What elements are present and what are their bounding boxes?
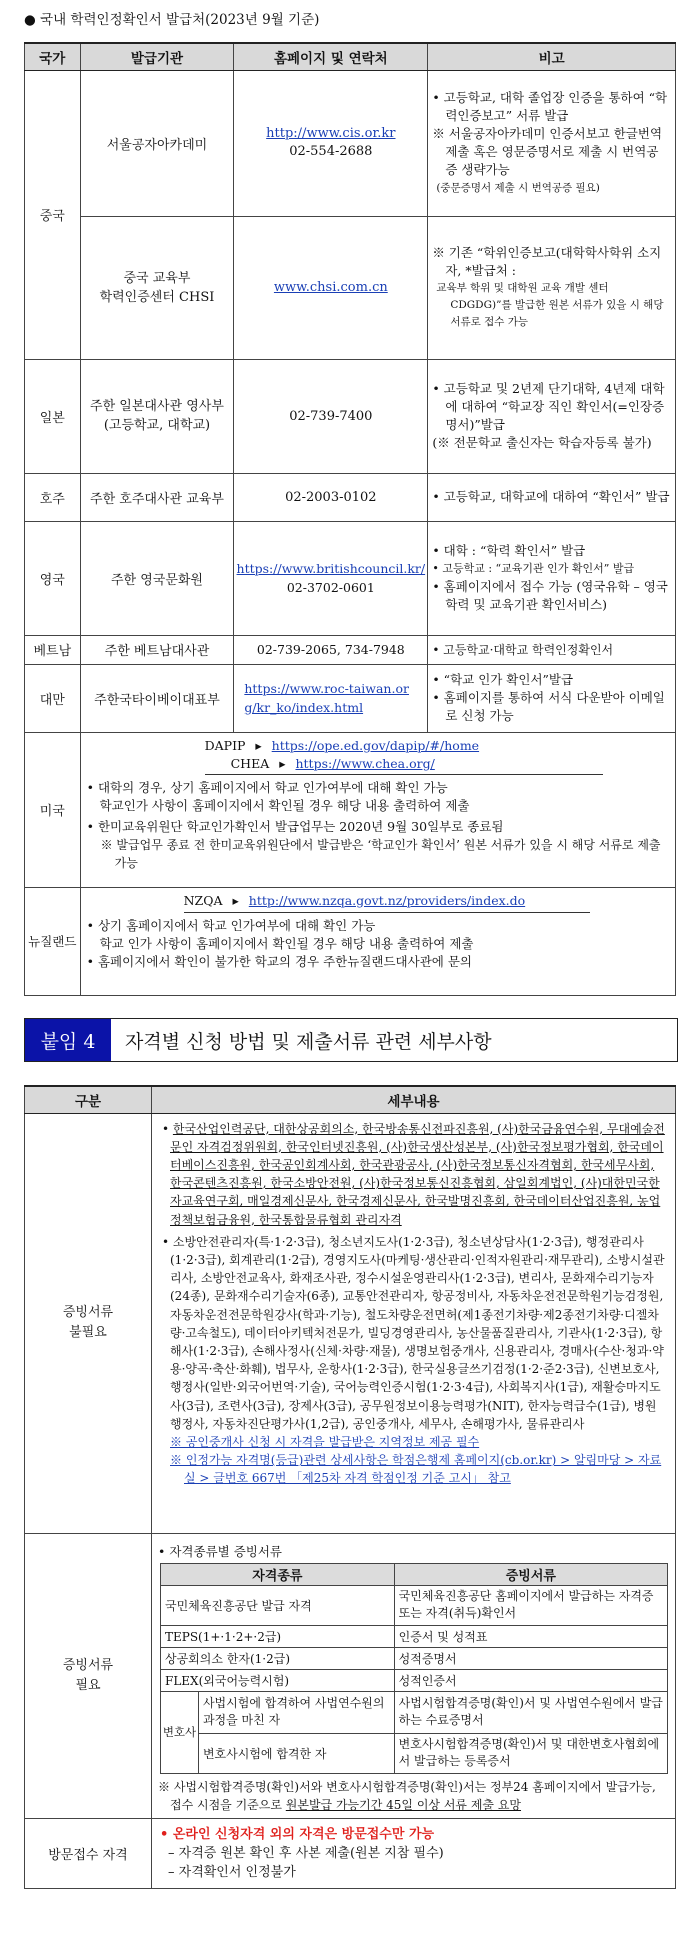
dapip-line — [205, 737, 603, 755]
note-line: • 홈페이지를 통하여 서식 다운받아 이메일로 신청 가능 — [432, 690, 665, 723]
header-contact: 홈페이지 및 연락처 — [234, 43, 428, 70]
org-japan-line1: 주한 일본대사관 영사부 — [90, 399, 224, 414]
header-country: 국가 — [25, 43, 81, 70]
nz-line: • 상기 홈페이지에서 학교 인가여부에 대해 확인 가능 — [86, 917, 376, 933]
attachment-header — [24, 1018, 678, 1062]
subtable-row — [161, 1625, 668, 1647]
attachment-badge: 붙임 4 — [25, 1019, 111, 1061]
sub-doc: 성적인증서 — [394, 1669, 667, 1691]
sub-header-type: 자격종류 — [161, 1563, 395, 1585]
subtable-row — [161, 1647, 668, 1669]
note-reference — [160, 1451, 667, 1487]
header-remarks: 비고 — [428, 43, 676, 70]
nz-line: • 홈페이지에서 확인이 불가한 학교의 경우 주한뉴질랜드대사관에 문의 — [86, 953, 472, 969]
proof-intro: • 자격종류별 증빙서류 — [158, 1543, 282, 1559]
sub-type: 상공회의소 한자(1·2급) — [161, 1647, 395, 1669]
nzqa-label: NZQA — [183, 892, 223, 908]
contact-confucius — [234, 70, 428, 216]
chea-line — [205, 755, 603, 773]
org-confucius: 서울공자아카데미 — [80, 70, 234, 216]
label-no-proof — [25, 1113, 152, 1533]
link-nzqa[interactable]: http://www.nzqa.govt.nz/providers/index.do — [248, 892, 526, 908]
header-issuer: 발급기관 — [80, 43, 234, 70]
remarks-confucius — [428, 70, 676, 216]
visit-line: • 온라인 신청자격 외의 자격은 방문접수만 가능 — [160, 1826, 435, 1842]
subtable-row — [161, 1733, 668, 1773]
proof-note-b: 원본발급 가능기간 45일 이상 서류 제출 요망 — [285, 1797, 522, 1812]
org-list-text: 한국산업인력공단, 대한상공회의소, 한국방송통신전파진흥원, (사)한국금융연수원, 무대예술전문인 자격검정위원회, 한국인터넷진흥원, (사)한국생산성본부, (사)한국정보평가협회, 한국데이터베이스진흥원, 한국공인회계사회, 한국관광공사, (사)한국정보통신자격협회, 한국세무사회, 한국콘텐츠진흥원, 한국소방안전원, (사)한국정보통신진흥협회, 삼일회계법인, (사)대한민국한자교육연구회, 매일경제신문사, 한국경제신문사, 한국발명진흥회, 한국데이터산업진흥원, 농업정책보험금융원, 한국통합물류협회 관리자격 — [170, 1121, 665, 1227]
org-japan — [80, 359, 234, 473]
proof-note-a: ※ 사법시험합격증명(확인)서와 변호사시험합격증명(확인)서는 정부24 홈페이지에서 발급가능, 접수 시점을 기준으로 — [158, 1779, 656, 1812]
sub-type: 변호사시험에 합격한 자 — [198, 1733, 394, 1773]
remarks-australia — [428, 473, 676, 521]
sub-doc: 국민체육진흥공단 홈페이지에서 발급하는 자격증 또는 자격(취득)확인서 — [394, 1585, 667, 1625]
note-line: • “학교 인가 확인서”발급 — [432, 672, 574, 687]
link-dapip[interactable]: https://ope.ed.gov/dapip/#/home — [271, 737, 480, 753]
country-uk: 영국 — [25, 521, 81, 635]
section1-title: ● 국내 학력인정확인서 발급처(2023년 9월 기준) — [24, 12, 320, 28]
note-line: (※ 전문학교 출신자는 학습자등록 불가) — [432, 435, 652, 450]
sub-doc: 사법시험합격증명(확인)서 및 사법연수원에서 발급하는 수료증명서 — [394, 1691, 667, 1733]
org-taiwan: 주한국타이베이대표부 — [80, 664, 234, 732]
tel-australia: 02-2003-0102 — [234, 473, 428, 521]
table-row-vietnam — [25, 635, 676, 664]
arrow-icon: ▸ — [279, 755, 286, 771]
country-vietnam: 베트남 — [25, 635, 81, 664]
table-row-proof — [25, 1533, 676, 1818]
nz-line: 학교 인가 사항이 홈페이지에서 확인될 경우 해당 내용 출력하여 제출 — [99, 935, 474, 951]
contact-uk — [234, 521, 428, 635]
visit-details — [152, 1818, 676, 1888]
link-british-council[interactable]: https://www.britishcouncil.kr/ — [236, 561, 426, 576]
tel-vietnam: 02-739-2065, 734-7948 — [234, 635, 428, 664]
contact-taiwan — [234, 664, 428, 732]
usa-line: ※ 발급업무 종료 전 한미교육위원단에서 발급받은 ‘학교인가 확인서’ 원본 서류가 있을 시 해당 서류로 제출 가능 — [100, 837, 661, 870]
usa-details — [80, 732, 675, 887]
country-taiwan: 대만 — [25, 664, 81, 732]
label-line: 필요 — [75, 1677, 101, 1693]
qual-list: • 소방안전관리자(특·1·2·3급), 청소년지도사(1·2·3급), 청소년상담사(1·2·3급), 행정관리사(1·2·3급), 회계관리(1·2급), 경영지도사(마케팅·생산관리·인적자원관리·재무관리), 소방시설관리사, 소방안전교육사, 화재조사관, 정수시설운영관리사(1·2·3급), 변리사, 문화재수리기능자(24종), 문화재수리기술자(6종), 교통안전관리자, 항공정비사, 자동차운전전문학원기능검정원, 자동차운전전문학원강사(학과·기능), 철도차량운전면허(제1종전기차량·제2종전기차량·디젤차량·고속철도), 데이터아키텍처전문가, 빌딩경영관리사, 농산물품질관리사, 기관사(1·2·3급), 항해사(1·2·3급), 손해사정사(신체·차량·재물), 생명보험중개사, 신용관리사, 경매사(수산·청과·약용·양곡·축산·화훼), 법무사, 운항사(1·2·3급), 한국실용글쓰기검정(1·2·준2·3급), 신변보호사, 행정사(일반·외국어번역·기술), 국어능력인증시험(1·2·3·4급), 사회복지사(1급), 재활승마지도사(3급), 조련사(3급), 장제사(3급), 공무원정보이용능력평가(NIT), 한자능력급수(1급), 병원행정사, 자동차진단평가사(1,2급), 공인중개사, 세무사, 손해평가사, 물류관리사 — [162, 1234, 665, 1431]
link-chsi[interactable]: www.chsi.com.cn — [273, 280, 388, 295]
sub-doc: 인증서 및 성적표 — [394, 1625, 667, 1647]
remarks-uk — [428, 521, 676, 635]
usa-line: • 한미교육위원단 학교인가확인서 발급업무는 2020년 9월 30일부로 종료됨 — [86, 818, 504, 834]
arrow-icon: ▸ — [232, 892, 239, 908]
sub-type: TEPS(1+·1·2+·2급) — [161, 1625, 395, 1647]
table-row-china-1 — [25, 70, 676, 216]
usa-links-box — [205, 737, 603, 775]
sub-doc: 변호사시험합격증명(확인)서 및 대한변호사협회에서 발급하는 등록증서 — [394, 1733, 667, 1773]
note-line: • 고등학교, 대학교에 대하여 “확인서” 발급 — [432, 489, 670, 504]
sub-type: FLEX(외국어능력시험) — [161, 1669, 395, 1691]
remarks-chsi — [428, 216, 676, 359]
attachment-title: 자격별 신청 방법 및 제출서류 관련 세부사항 — [125, 1030, 492, 1053]
note-line: • 홈페이지에서 접수 가능 (영국유학 – 영국학력 및 교육기관 확인서비스) — [432, 579, 668, 612]
detail-table — [24, 1085, 676, 1889]
table-row-china-2 — [25, 216, 676, 359]
note-line: ※ 기존 “학위인증보고(대학학사학위 소지자, *발급처 : — [432, 245, 662, 278]
org-vietnam: 주한 베트남대사관 — [80, 635, 234, 664]
visit-line: – 자격확인서 인정불가 — [168, 1864, 296, 1880]
note-reference-text[interactable]: ※ 인정가능 자격명(등급)관련 상세사항은 학점은행제 홈페이지(cb.or.kr) > 알림마당 > 자료실 > 글번호 667번 「제25차 자격 학점인정 기준 고시」 참고 — [170, 1453, 662, 1486]
label-line: 불필요 — [69, 1325, 107, 1340]
label-line: 증빙서류 — [62, 1657, 114, 1673]
remarks-japan — [428, 359, 676, 473]
link-taiwan-1[interactable]: https://www.roc-taiwan.or — [244, 681, 409, 696]
country-china: 중국 — [25, 70, 81, 359]
table-row-usa — [25, 732, 676, 887]
table-row-visit — [25, 1818, 676, 1888]
table-row-australia — [25, 473, 676, 521]
table-row-nz — [25, 887, 676, 995]
remarks-vietnam: • 고등학교·대학교 학력인정확인서 — [428, 635, 676, 664]
no-proof-details — [152, 1113, 676, 1533]
table-row-taiwan — [25, 664, 676, 732]
contact-chsi — [234, 216, 428, 359]
table-row-uk — [25, 521, 676, 635]
subtable-header — [161, 1563, 668, 1585]
link-chea[interactable]: https://www.chea.org/ — [295, 755, 435, 771]
country-australia: 호주 — [25, 473, 81, 521]
org-chsi-line2: 학력인증센터 CHSI — [99, 289, 215, 305]
proof-subtable — [160, 1563, 668, 1774]
header-category: 구분 — [25, 1086, 152, 1113]
note-realtor: ※ 공인중개사 신청 시 자격을 발급받은 지역정보 제공 필수 — [170, 1434, 480, 1449]
sub-header-doc: 증빙서류 — [394, 1563, 667, 1585]
org-chsi-line1: 중국 교육부 — [123, 270, 191, 286]
link-taiwan-2[interactable]: g/kr_ko/index.html — [244, 700, 364, 715]
dapip-label: DAPIP — [204, 737, 246, 753]
label-line: 증빙서류 — [62, 1305, 114, 1320]
org-chsi — [80, 216, 234, 359]
header-details: 세부내용 — [152, 1086, 676, 1113]
org-australia: 주한 호주대사관 교육부 — [80, 473, 234, 521]
link-cis[interactable]: http://www.cis.or.kr — [266, 126, 396, 141]
remarks-taiwan — [428, 664, 676, 732]
note-line: ※ 서울공자아카데미 인증서보고 한글번역 제출 혹은 영문증명서로 제출 시 번역공증 생략가능 — [432, 126, 663, 177]
usa-line: 학교인가 사항이 홈페이지에서 확인될 경우 해당 내용 출력하여 제출 — [99, 797, 470, 813]
visit-line: – 자격증 원본 확인 후 사본 제출(원본 지참 필수) — [168, 1845, 444, 1861]
usa-line: • 대학의 경우, 상기 홈페이지에서 학교 인가여부에 대해 확인 가능 — [86, 779, 448, 795]
nz-link-box — [184, 892, 590, 913]
label-proof — [25, 1533, 152, 1818]
table-row-no-proof — [25, 1113, 676, 1533]
issuer-table — [24, 42, 676, 996]
note-line: • 대학 : “학력 확인서” 발급 — [432, 543, 586, 558]
country-japan: 일본 — [25, 359, 81, 473]
proof-note — [158, 1778, 669, 1814]
subtable-row — [161, 1691, 668, 1733]
sub-doc: 성적증명서 — [394, 1647, 667, 1669]
subtable-row — [161, 1669, 668, 1691]
subtable-row — [161, 1585, 668, 1625]
note-line: • 고등학교, 대학 졸업장 인증을 통하여 “학력인증보고” 서류 발급 — [432, 90, 668, 123]
tel-cis: 02-554-2688 — [289, 144, 373, 159]
org-list: • 한국산업인력공단, 대한상공회의소, 한국방송통신전파진흥원, (사)한국금융연수원, 무대예술전문인 자격검정위원회, 한국인터넷진흥원, (사)한국생산성본부, (사)한국정보평가협회, 한국데이터베이스진흥원, 한국공인회계사회, 한국관광공사, (사)한국정보통신자격협회, 한국세무사회, 한국콘텐츠진흥원, 한국소방안전원, (사)한국정보통신진흥협회, 삼일회계법인, (사)대한민국한자교육연구회, 매일경제신문사, 한국경제신문사, 한국발명진흥회, 한국데이터산업진흥원, 농업정책보험금융원, 한국통합물류협회 관리자격 — [162, 1121, 665, 1227]
note-line: (중문증명서 제출 시 번역공증 필요) — [436, 182, 600, 194]
tel-japan: 02-739-7400 — [234, 359, 428, 473]
note-line: • 고등학교 : “교육기관 인가 확인서” 발급 — [432, 562, 635, 575]
note-line: 교육부 학위 및 대학원 교육 개발 센터 CDGDG)”를 발급한 원본 서류가 있을 시 해당 서류로 접수 가능 — [436, 282, 664, 328]
sub-lawyer-label: 변호사 — [161, 1691, 199, 1773]
proof-details — [152, 1533, 676, 1818]
sub-type: 국민체육진흥공단 발급 자격 — [161, 1585, 395, 1625]
nz-details — [80, 887, 675, 995]
arrow-icon: ▸ — [255, 737, 262, 753]
org-uk: 주한 영국문화원 — [80, 521, 234, 635]
chea-label: CHEA — [230, 755, 270, 771]
table-header-row — [25, 1086, 676, 1113]
country-nz: 뉴질랜드 — [25, 887, 81, 995]
tel-uk: 02-3702-0601 — [286, 580, 375, 595]
table-row-japan — [25, 359, 676, 473]
country-usa: 미국 — [25, 732, 81, 887]
sub-type: 사법시험에 합격하여 사법연수원의 과정을 마친 자 — [198, 1691, 394, 1733]
org-japan-line2: (고등학교, 대학교) — [103, 418, 211, 433]
note-line: • 고등학교 및 2년제 단기대학, 4년제 대학에 대하여 “학교장 직인 확인서(=인장증명서)”발급 — [432, 381, 665, 432]
table-header-row — [25, 43, 676, 70]
label-visit: 방문접수 자격 — [25, 1818, 152, 1888]
